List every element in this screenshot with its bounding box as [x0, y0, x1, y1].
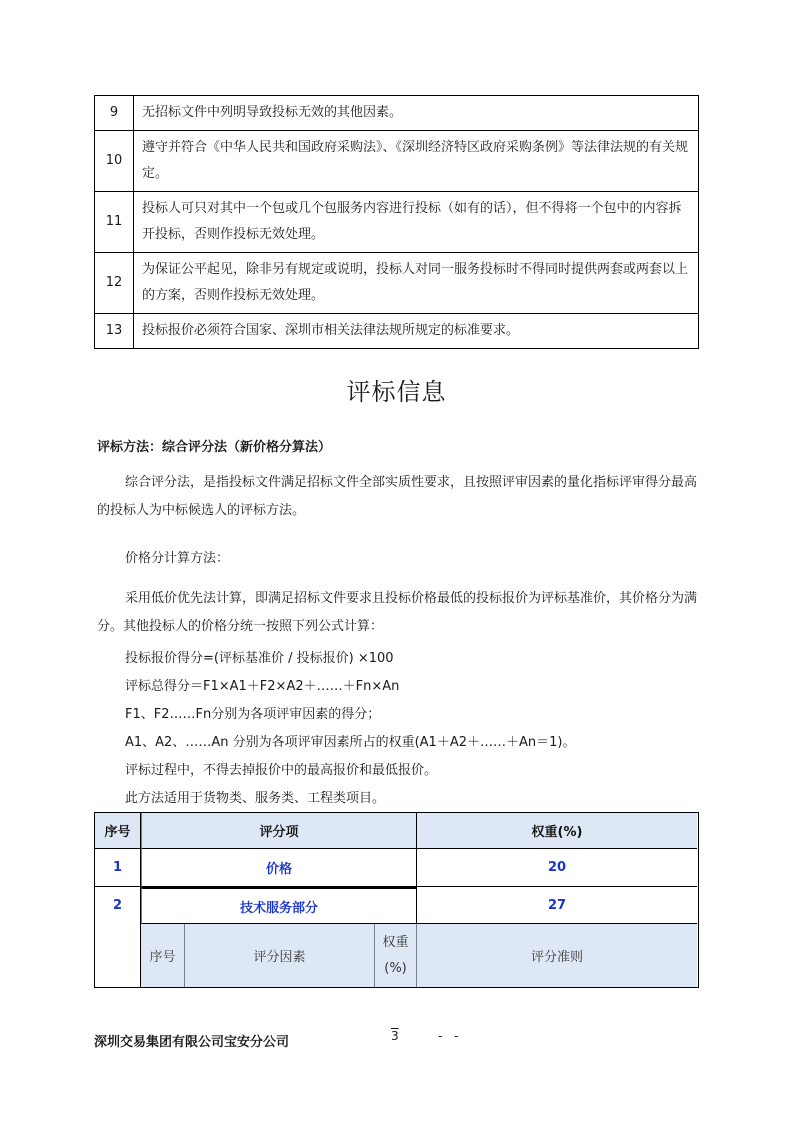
header-item: 评分项	[141, 813, 417, 848]
row-text: 投标人可只对其中一个包或几个包服务内容进行投标（如有的话），但不得将一个包中的内容拆开投标，否则作投标无效处理。	[134, 192, 699, 253]
intro-text: 综合评分法，是指投标文件满足招标文件全部实质性要求，且按照评审因素的量化指标评审得分最高的投标人为中标候选人的评标方法。	[97, 475, 698, 518]
scoring-table	[94, 812, 699, 988]
requirements-table	[94, 95, 699, 349]
footer-company: 深圳交易集团有限公司宝安分公司	[94, 1035, 290, 1050]
price-text: 采用低价优先法计算，即满足招标文件要求且投标价格最低的投标报价为评标基准价，其价格分为满分。其他投标人的价格分统一按照下列公式计算：	[97, 591, 698, 634]
sub-header-weight-line2: (%)	[384, 960, 407, 976]
row-weight: 20	[417, 848, 697, 886]
formula-line: A1、A2、……An 分别为各项评审因素所占的权重(A1＋A2＋……＋An＝1)。	[125, 735, 576, 750]
row-number: 11	[95, 192, 134, 253]
row-number: 9	[95, 96, 134, 131]
merged-seq-cell	[95, 924, 141, 987]
table-row	[95, 253, 699, 314]
page-number: 3	[391, 1029, 399, 1043]
row-number: 12	[95, 253, 134, 314]
table-row	[95, 314, 699, 349]
row-seq: 1	[95, 848, 141, 886]
method-title: 评标方法：综合评分法（新价格分算法）	[97, 440, 332, 455]
table-row	[95, 96, 699, 131]
row-item: 价格	[141, 848, 417, 886]
sub-header-weight	[375, 924, 417, 987]
row-text: 遵守并符合《中华人民共和国政府采购法》、《深圳经济特区政府采购条例》等法律法规的有关规定。	[134, 131, 699, 192]
price-method-label: 价格分计算方法：	[125, 551, 230, 566]
header-weight: 权重(%)	[417, 813, 697, 848]
intro-paragraph	[97, 469, 697, 525]
row-text: 无招标文件中列明导致投标无效的其他因素。	[134, 96, 699, 131]
header-seq: 序号	[95, 813, 141, 848]
formula-line: 此方法适用于货物类、服务类、工程类项目。	[125, 791, 386, 806]
sub-header-factor: 评分因素	[185, 924, 375, 987]
row-number: 10	[95, 131, 134, 192]
formula-line: 评标过程中，不得去掉报价中的最高报价和最低报价。	[125, 763, 438, 778]
formula-line: F1、F2……Fn分别为各项评审因素的得分；	[125, 707, 381, 722]
table-row	[95, 192, 699, 253]
sub-header-criteria: 评分准则	[417, 924, 697, 987]
row-seq: 2	[95, 886, 141, 924]
row-number: 13	[95, 314, 134, 349]
section-title: 评标信息	[346, 378, 447, 406]
sub-header-weight-line1: 权重	[382, 934, 409, 950]
sub-header-seq: 序号	[141, 924, 185, 987]
row-text: 为保证公平起见，除非另有规定或说明，投标人对同一服务投标时不得同时提供两套或两套以上的方案，否则作投标无效处理。	[134, 253, 699, 314]
row-weight: 27	[417, 886, 697, 924]
table-row	[95, 131, 699, 192]
row-text: 投标报价必须符合国家、深圳市相关法律法规所规定的标准要求。	[134, 314, 699, 349]
formula-line: 投标报价得分=(评标基准价 / 投标报价) ×100	[125, 651, 394, 666]
formula-line: 评标总得分＝F1×A1＋F2×A2＋……＋Fn×An	[125, 679, 400, 694]
row-item: 技术服务部分	[141, 886, 417, 924]
footer-dashes: - -	[438, 1029, 463, 1043]
price-paragraph	[97, 585, 697, 641]
